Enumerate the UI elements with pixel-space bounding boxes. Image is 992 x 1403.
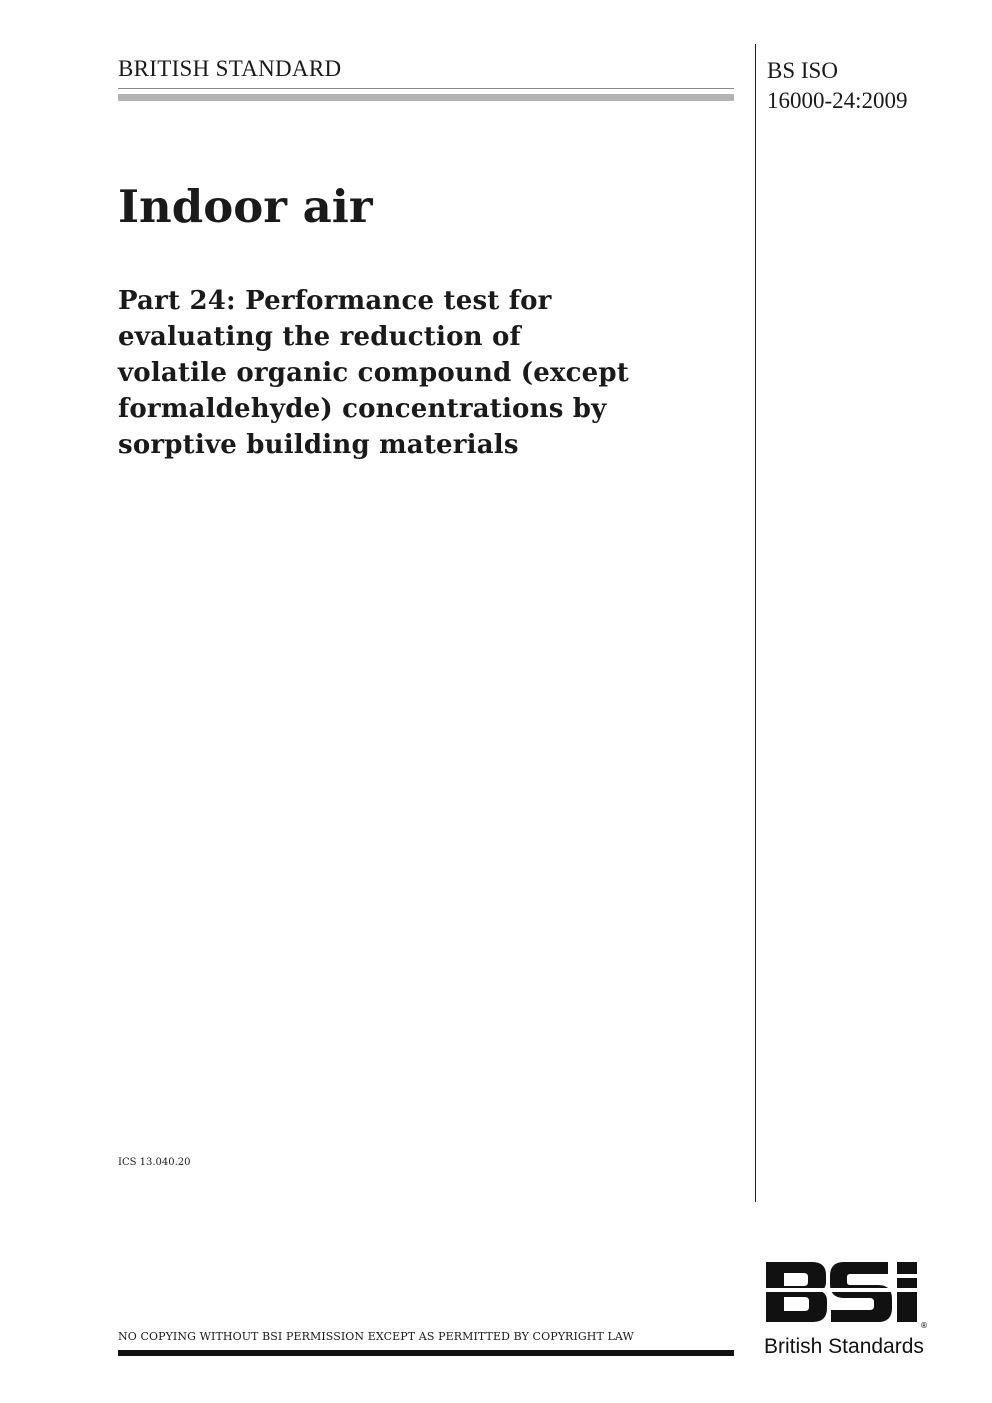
registered-mark: ®	[920, 1321, 928, 1330]
subtitle-line: Part 24: Performance test for	[118, 286, 552, 316]
footer-rule	[118, 1350, 734, 1356]
column-divider	[755, 44, 756, 1202]
doc-id-line-2: 16000-24:2009	[767, 88, 908, 113]
subtitle-line: formaldehyde) concentrations by	[118, 394, 607, 424]
subtitle-line: volatile organic compound (except	[118, 358, 630, 388]
subtitle-line: evaluating the reduction of	[118, 322, 521, 352]
bsi-logo-letter-i-dot	[897, 1262, 917, 1274]
document-title: Indoor air	[118, 180, 373, 233]
header-rule-thick	[118, 94, 734, 101]
ics-code: ICS 13.040.20	[118, 1157, 191, 1168]
bsi-logo-stripe	[766, 1288, 917, 1292]
copyright-notice: NO COPYING WITHOUT BSI PERMISSION EXCEPT AS PERMITTED BY COPYRIGHT LAW	[118, 1330, 634, 1343]
bsi-brand-text: British Standards	[764, 1335, 924, 1358]
bsi-logo-letter-i-stem	[897, 1278, 917, 1322]
subtitle-line: sorptive building materials	[118, 430, 519, 460]
document-identifier	[767, 56, 908, 116]
header-rule-thin	[118, 88, 734, 89]
doc-id-line-1: BS ISO	[767, 58, 838, 83]
document-subtitle	[118, 283, 728, 463]
standard-type-label: BRITISH STANDARD	[118, 56, 342, 81]
